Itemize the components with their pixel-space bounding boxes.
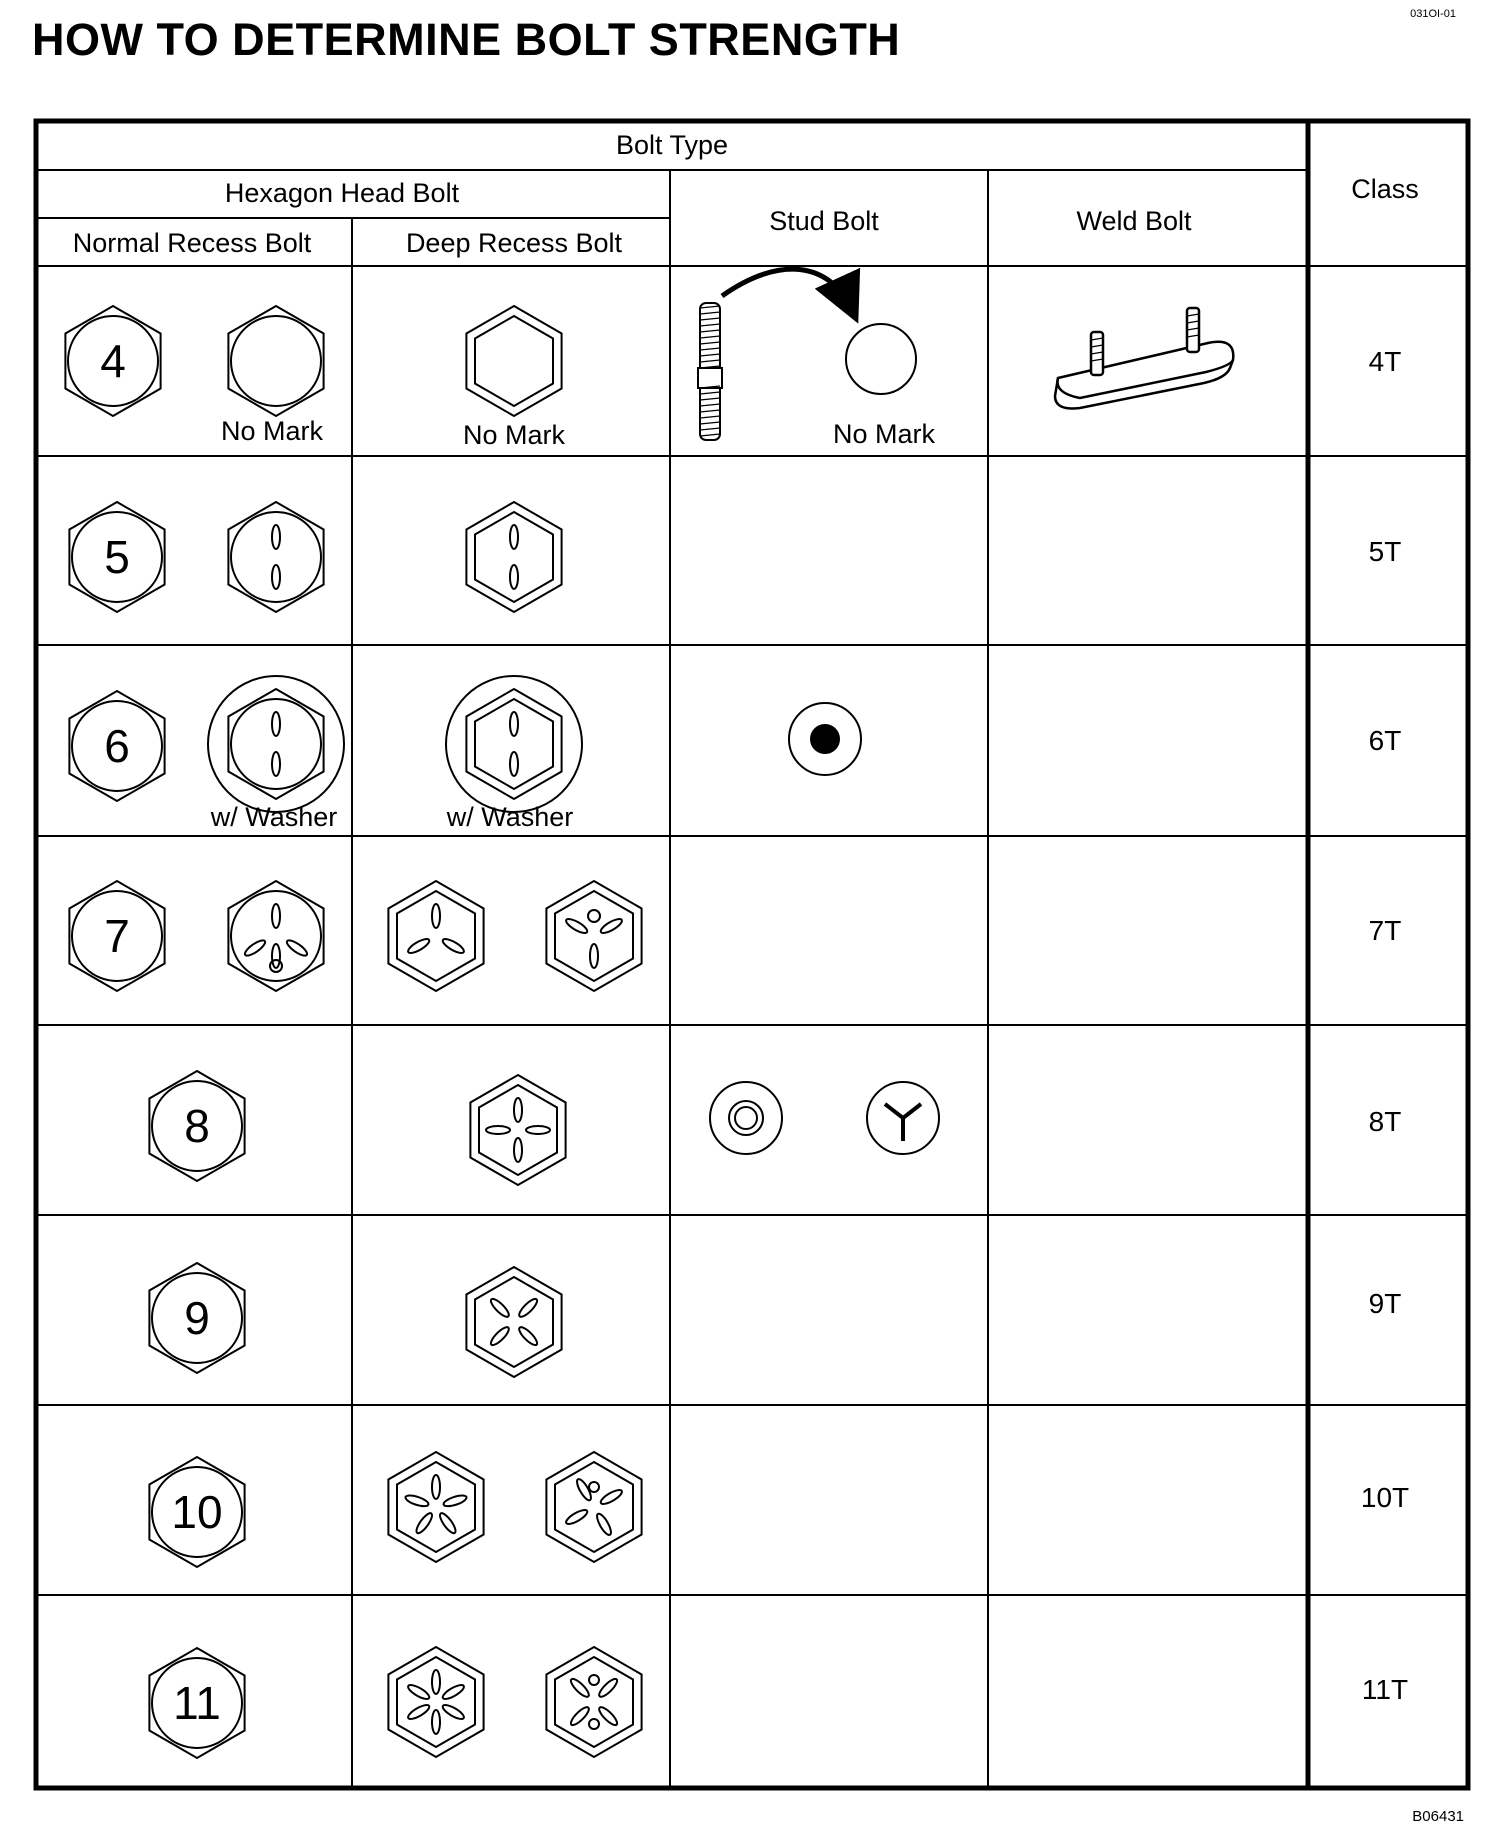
header-stud-bolt: Stud Bolt (769, 206, 879, 236)
note-with-washer: w/ Washer (446, 802, 574, 832)
bolt-head-2-lines (228, 502, 323, 612)
weld-bolt-illustration (1055, 308, 1233, 409)
number-hex-head (149, 1457, 244, 1567)
class-label: 8T (1368, 1106, 1402, 1137)
strength-number: 6 (104, 720, 130, 772)
header-weld-bolt: Weld Bolt (1076, 206, 1192, 236)
bolt-head-4-lines-diagonal (466, 1267, 561, 1377)
strength-number: 4 (100, 335, 126, 387)
number-hex-head (69, 502, 164, 612)
table-headers (73, 130, 1419, 258)
numbered-hexagon-heads (65, 306, 244, 1758)
header-class: Class (1351, 174, 1419, 204)
bolt-head-3-lines (228, 881, 323, 991)
class-label: 4T (1368, 346, 1402, 377)
page-title: HOW TO DETERMINE BOLT STRENGTH (32, 14, 901, 65)
strength-number: 9 (184, 1292, 210, 1344)
bolt-head-2-lines (466, 502, 561, 612)
strength-number: 11 (173, 1677, 221, 1729)
number-hex-head (69, 691, 164, 801)
number-hex-head (149, 1263, 244, 1373)
number-hex-head (149, 1071, 244, 1181)
header-bolt-type: Bolt Type (615, 130, 729, 160)
number-hex-head (149, 1648, 244, 1758)
bolt-head-6-lines-dots (546, 1647, 641, 1757)
bolt-head-5-lines-dot (546, 1452, 641, 1562)
class-label: 6T (1368, 725, 1402, 756)
strength-number: 8 (184, 1100, 210, 1152)
stud-bolt-illustration (698, 269, 916, 440)
note-no-mark: No Mark (220, 416, 324, 446)
class-label: 5T (1368, 536, 1402, 567)
class-label: 7T (1368, 915, 1402, 946)
bolt-head-4-lines (470, 1075, 565, 1185)
note-no-mark: No Mark (462, 420, 566, 450)
bolt-head-6-lines (388, 1647, 483, 1757)
strength-number: 5 (104, 531, 130, 583)
bolt-head-3-lines (388, 881, 483, 991)
note-with-washer: w/ Washer (210, 802, 338, 832)
bolt-head-plain (228, 306, 323, 416)
reference-code: 031OI-01 (1410, 8, 1456, 20)
class-label: 11T (1361, 1674, 1409, 1705)
bolt-head-2-lines-washer (446, 676, 582, 812)
class-label: 10T (1360, 1482, 1410, 1513)
strength-number: 7 (104, 910, 130, 962)
stud-bolt-marks (710, 703, 939, 1154)
bolt-head-5-lines (388, 1452, 483, 1562)
class-label: 9T (1368, 1288, 1402, 1319)
header-deep-recess-bolt: Deep Recess Bolt (405, 228, 623, 258)
strength-number: 10 (171, 1486, 223, 1538)
figure-code: B06431 (1412, 1808, 1464, 1825)
header-normal-recess-bolt: Normal Recess Bolt (72, 228, 312, 258)
notes (210, 416, 936, 832)
bolt-head-2-lines-washer (208, 676, 344, 812)
bolt-head-3-lines-dot (546, 881, 641, 991)
number-hex-head (69, 881, 164, 991)
bolt-head-marks (208, 306, 642, 1757)
number-hex-head (65, 306, 160, 416)
bolt-head-plain (466, 306, 561, 416)
header-hexagon-head-bolt: Hexagon Head Bolt (224, 178, 460, 208)
note-no-mark: No Mark (832, 419, 936, 449)
